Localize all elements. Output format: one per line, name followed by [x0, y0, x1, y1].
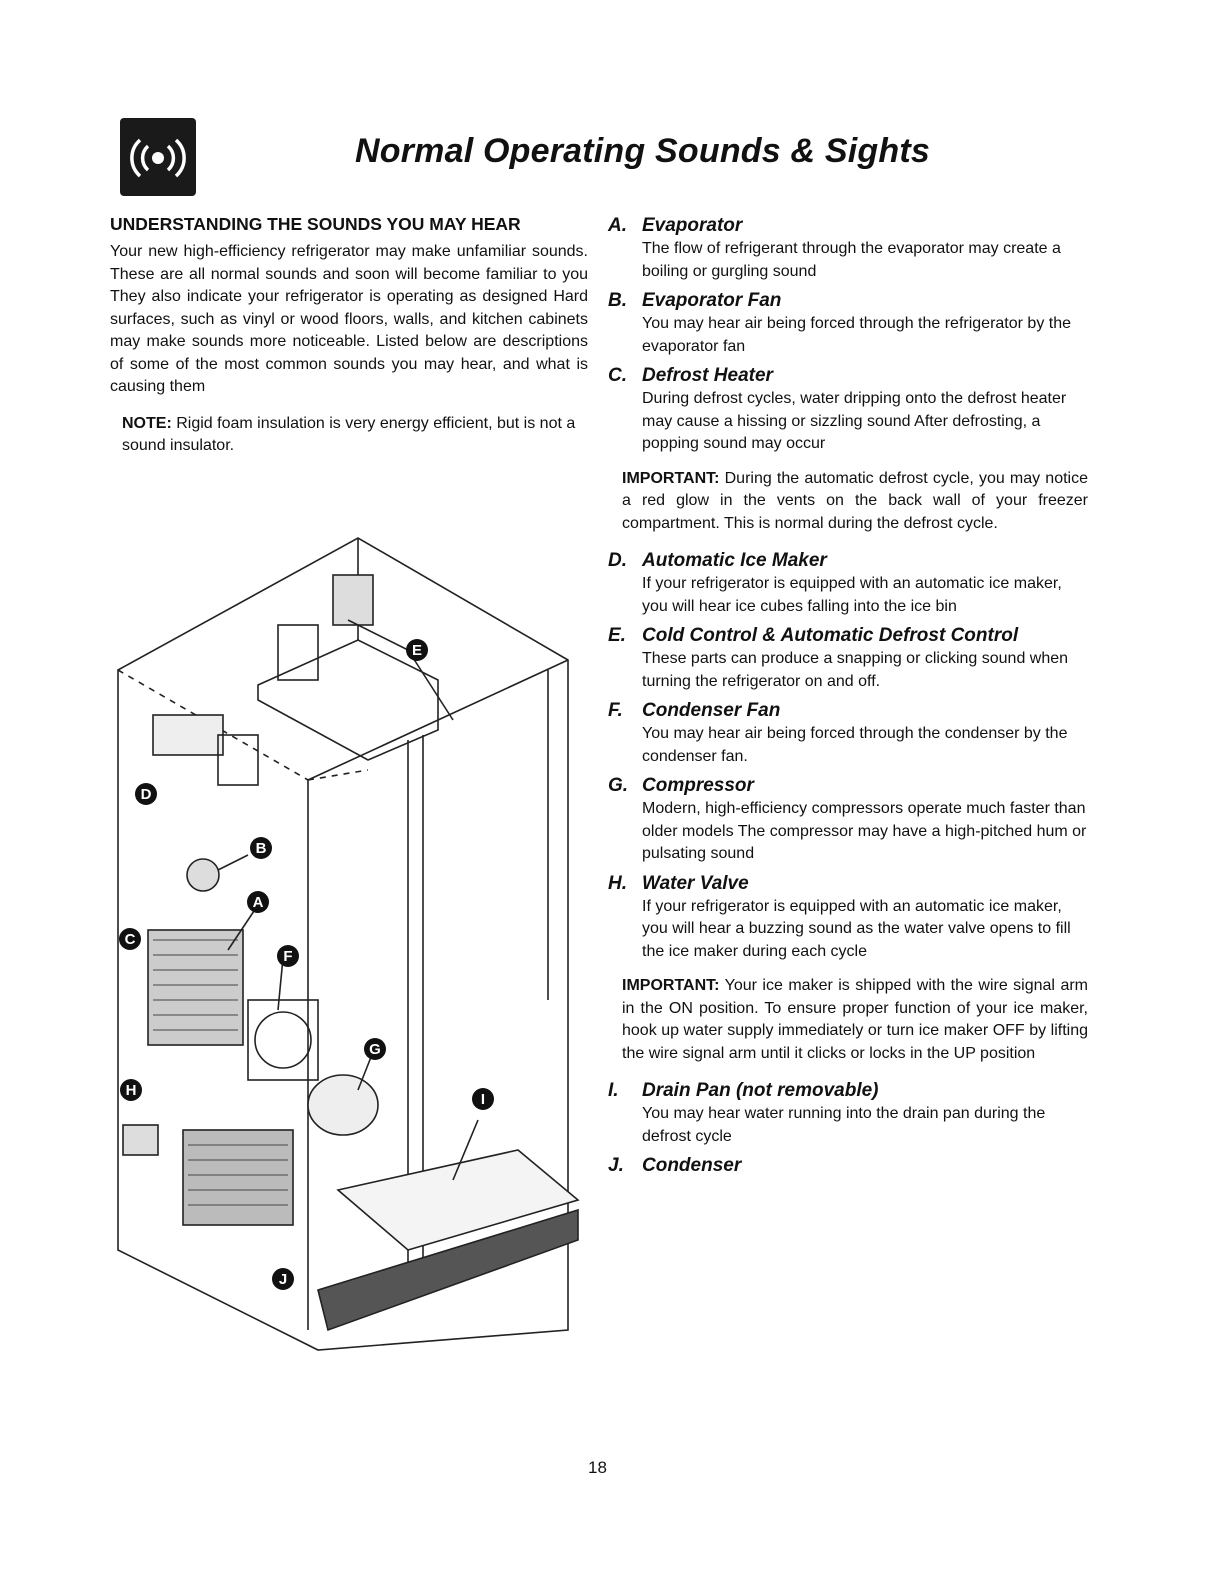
- list-item-defrost-heater: [608, 364, 1088, 456]
- svg-text:E: E: [411, 642, 423, 659]
- important-label: IMPORTANT:: [622, 469, 720, 487]
- item-title: Automatic Ice Maker: [642, 550, 827, 571]
- note-text: Rigid foam insulation is very energy efficient, but is not a sound insulator.: [122, 414, 576, 454]
- item-title: Cold Control & Automatic Defrost Control: [642, 625, 1019, 646]
- item-title: Condenser Fan: [642, 700, 781, 721]
- page-number: 18: [588, 1458, 607, 1477]
- list-item-cold-control: [608, 624, 1088, 693]
- list-item-condenser: [608, 1154, 1088, 1178]
- item-letter: H.: [608, 872, 627, 894]
- svg-text:D: D: [140, 786, 152, 803]
- sounds-list: [608, 214, 1088, 1184]
- item-title: Condenser: [642, 1155, 742, 1176]
- svg-text:J: J: [278, 1271, 288, 1288]
- svg-text:A: A: [252, 894, 264, 911]
- item-letter: I.: [608, 1080, 619, 1101]
- item-text: The flow of refrigerant through the evaporator may create a boiling or gurgling sound: [642, 240, 1061, 280]
- callout-e: [406, 639, 428, 661]
- important-note-ice-maker: [622, 975, 1088, 1065]
- item-letter: B.: [608, 290, 627, 311]
- item-title: Compressor: [642, 775, 754, 796]
- callout-h: [120, 1079, 142, 1101]
- list-item-condenser-fan: [608, 699, 1088, 768]
- item-letter: J.: [608, 1155, 624, 1176]
- important-label: IMPORTANT:: [622, 977, 720, 994]
- svg-text:I: I: [480, 1091, 486, 1108]
- item-letter: D.: [608, 550, 627, 571]
- important-text: During the automatic defrost cycle, you may notice a red glow in the vents on the back wall of your freezer compartment. This is normal during the defrost cycle.: [622, 469, 1088, 532]
- item-letter: C.: [608, 365, 627, 386]
- important-text: Your ice maker is shipped with the wire signal arm in the ON position. To ensure proper function of your ice maker, hook up water supply immediately or turn ice maker OFF by lifting the wire signal arm until it clicks or locks in the UP position: [622, 977, 1089, 1062]
- callout-d: [135, 783, 157, 805]
- sound-waves-icon: [120, 118, 196, 196]
- item-text: You may hear air being forced through the condenser by the condenser fan.: [642, 725, 1068, 765]
- list-item-ice-maker: [608, 549, 1088, 618]
- page-title: Normal Operating Sounds & Sights: [355, 132, 931, 170]
- intro-paragraph: Your new high-efficiency refrigerator may make unfamiliar sounds. These are all normal sounds and soon will become familiar to you They also indicate your refrigerator is operating as designed Hard surfaces, such as vinyl or wood floors, walls, and kitchen cabinets may make sounds more noticeable. Listed below are descriptions of some of the most common sounds you may hear, and what is causing them: [110, 243, 588, 395]
- item-text: If your refrigerator is equipped with an automatic ice maker, you will hear ice cubes falling into the ice bin: [642, 575, 1062, 615]
- list-item-drain-pan: [608, 1079, 1088, 1148]
- callout-j: [272, 1268, 294, 1290]
- intro-section: [110, 214, 588, 458]
- item-title: Water Valve: [642, 872, 749, 894]
- list-item-compressor: [608, 774, 1088, 866]
- list-item-evaporator-fan: [608, 289, 1088, 358]
- item-title: Drain Pan (not removable): [642, 1080, 879, 1101]
- svg-text:C: C: [124, 931, 136, 948]
- callout-a: [247, 891, 269, 913]
- callout-f: [277, 945, 299, 967]
- item-letter: F.: [608, 700, 623, 721]
- item-text: During defrost cycles, water dripping onto the defrost heater may cause a hissing or sizzling sound After defrosting, a popping sound may occur: [642, 390, 1067, 452]
- refrigerator-diagram: [108, 530, 588, 1360]
- item-text: You may hear water running into the drain pan during the defrost cycle: [642, 1105, 1046, 1145]
- item-letter: A.: [608, 215, 627, 236]
- important-note-defrost: [622, 468, 1088, 536]
- item-text: Modern, high-efficiency compressors operate much faster than older models The compressor may have a high-pitched hum or pulsating sound: [642, 800, 1087, 862]
- note: [122, 413, 588, 458]
- list-item-water-valve: [608, 872, 1088, 964]
- item-text: These parts can produce a snapping or clicking sound when turning the refrigerator on and off.: [642, 650, 1069, 690]
- svg-text:F: F: [283, 948, 293, 965]
- section-heading: UNDERSTANDING THE SOUNDS YOU MAY HEAR: [110, 214, 521, 234]
- item-letter: E.: [608, 625, 626, 646]
- callout-i: [472, 1088, 494, 1110]
- item-title: Defrost Heater: [642, 365, 773, 386]
- svg-text:G: G: [369, 1041, 381, 1058]
- list-item-evaporator: [608, 214, 1088, 283]
- note-label: NOTE:: [122, 414, 172, 432]
- item-title: Evaporator: [642, 215, 743, 236]
- item-text: If your refrigerator is equipped with an automatic ice maker, you will hear a buzzing sound as the water valve opens to fill the ice maker during each cycle: [642, 897, 1071, 960]
- callout-c: [119, 928, 141, 950]
- item-letter: G.: [608, 775, 629, 796]
- item-title: Evaporator Fan: [642, 290, 782, 311]
- callout-b: [250, 837, 272, 859]
- callout-g: [364, 1038, 386, 1060]
- item-text: You may hear air being forced through the refrigerator by the evaporator fan: [642, 315, 1071, 355]
- svg-text:B: B: [255, 840, 267, 857]
- svg-text:H: H: [125, 1082, 137, 1099]
